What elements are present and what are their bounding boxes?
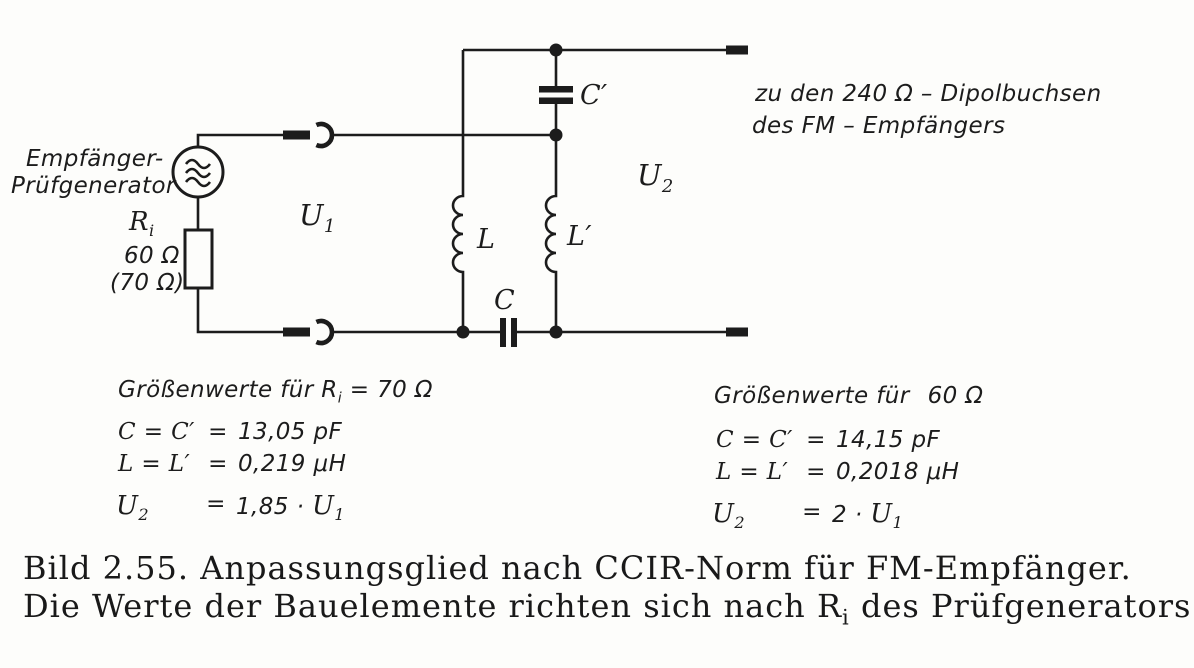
caption-line2-post: des Prüfgenerators	[849, 587, 1192, 625]
u2-symbol: U	[712, 499, 735, 529]
plug-jack-bottom-icon	[283, 321, 332, 343]
source-label-line1: Empfänger-	[26, 146, 164, 172]
values-ri70-row-ratio	[116, 491, 345, 525]
output-note-line2: des FM – Empfängers	[752, 113, 1006, 139]
ri-subscript: i	[148, 221, 155, 241]
junction-icon	[457, 326, 470, 339]
ac-source-icon	[173, 147, 223, 197]
ratio-factor: 1,85 ·	[236, 494, 312, 520]
values-ri70-title-pre: Größenwerte für R	[118, 377, 338, 403]
values-ri60-row-ratio	[712, 499, 904, 533]
u2-voltage-label	[637, 158, 674, 197]
ri-symbol: R	[129, 207, 149, 237]
source-label-line2: Prüfgenerator	[11, 173, 176, 199]
row-equals: =	[806, 459, 826, 485]
inductor-l-label: L	[477, 224, 496, 255]
figure-caption-line2	[23, 587, 1192, 630]
output-note-line1: zu den 240 Ω – Dipolbuchsen	[755, 81, 1102, 107]
row-equals: =	[206, 491, 226, 517]
inductor-l-prime-label: L′	[567, 221, 592, 252]
row-lhs: C = C′	[716, 427, 793, 453]
u1-symbol-wrap	[870, 499, 904, 533]
u2-subscript: 2	[661, 175, 674, 197]
row-lhs	[712, 499, 792, 533]
row-value: 0,2018 μH	[836, 459, 960, 485]
u1-subscript: 1	[334, 505, 345, 525]
ratio-factor: 2 ·	[832, 502, 871, 528]
ri-symbol-label	[129, 207, 155, 241]
values-ri60-title	[714, 383, 983, 409]
values-ri60-title-post: 60 Ω	[927, 383, 984, 409]
u1-symbol: U	[311, 491, 335, 521]
row-value: 13,05 pF	[238, 419, 343, 445]
u1-symbol-wrap	[311, 491, 345, 525]
capacitor-c-prime-icon	[539, 50, 573, 135]
row-equals: =	[208, 419, 228, 445]
caption-line2-pre: Die Werte der Bauelemente richten sich nach R	[23, 587, 843, 625]
plug-jack-top-icon	[283, 124, 332, 146]
u2-symbol: U	[116, 491, 139, 521]
row-value	[236, 491, 345, 525]
resistor-ri-icon	[185, 197, 283, 332]
caption-ri-subscript: i	[842, 604, 850, 630]
u1-symbol: U	[870, 499, 893, 529]
capacitor-c-label: C	[494, 285, 516, 316]
values-ri60-row-capacitance	[716, 427, 940, 453]
row-lhs: L = L′	[118, 451, 191, 477]
ri-value-alt: (70 Ω)	[110, 270, 185, 296]
u2-subscript: 2	[734, 513, 745, 533]
wire-source-to-plug-top	[198, 135, 283, 147]
u2-subscript: 2	[138, 505, 149, 525]
values-ri70-title-sub: i	[337, 390, 343, 407]
junction-icon	[550, 44, 563, 57]
u1-subscript: 1	[323, 215, 336, 237]
values-ri70-row-capacitance	[118, 419, 342, 445]
row-lhs: C = C′	[118, 419, 195, 445]
row-lhs: L = L′	[716, 459, 789, 485]
row-value: 14,15 pF	[836, 427, 941, 453]
row-lhs	[116, 491, 196, 525]
row-equals: =	[208, 451, 228, 477]
row-equals: =	[802, 499, 822, 525]
values-ri60-title-pre: Größenwerte für	[714, 383, 910, 409]
values-ri60-row-inductance	[716, 459, 959, 485]
terminal-top-right-icon	[726, 46, 748, 55]
row-value: 0,219 μH	[238, 451, 347, 477]
inductor-l-prime-icon	[546, 135, 556, 332]
u1-voltage-label	[299, 198, 336, 237]
row-value	[832, 499, 904, 533]
capacitor-c-prime-label: C′	[580, 80, 608, 111]
inductor-l-icon	[453, 50, 463, 332]
row-equals: =	[806, 427, 826, 453]
junction-icon	[550, 129, 563, 142]
values-ri70-title	[118, 377, 433, 407]
u1-symbol: U	[299, 198, 324, 232]
ri-value: 60 Ω	[124, 243, 180, 269]
u2-symbol: U	[637, 158, 662, 192]
capacitor-c-icon	[500, 318, 517, 347]
values-ri70-title-post: = 70 Ω	[342, 377, 433, 403]
terminal-bottom-right-icon	[726, 328, 748, 337]
values-ri70-row-inductance	[118, 451, 346, 477]
figure-caption-line1: Bild 2.55. Anpassungsglied nach CCIR-Norm für FM-Empfänger.	[23, 549, 1132, 587]
wire-output-top	[463, 46, 748, 55]
junction-icon	[550, 326, 563, 339]
u1-subscript: 1	[892, 513, 904, 533]
